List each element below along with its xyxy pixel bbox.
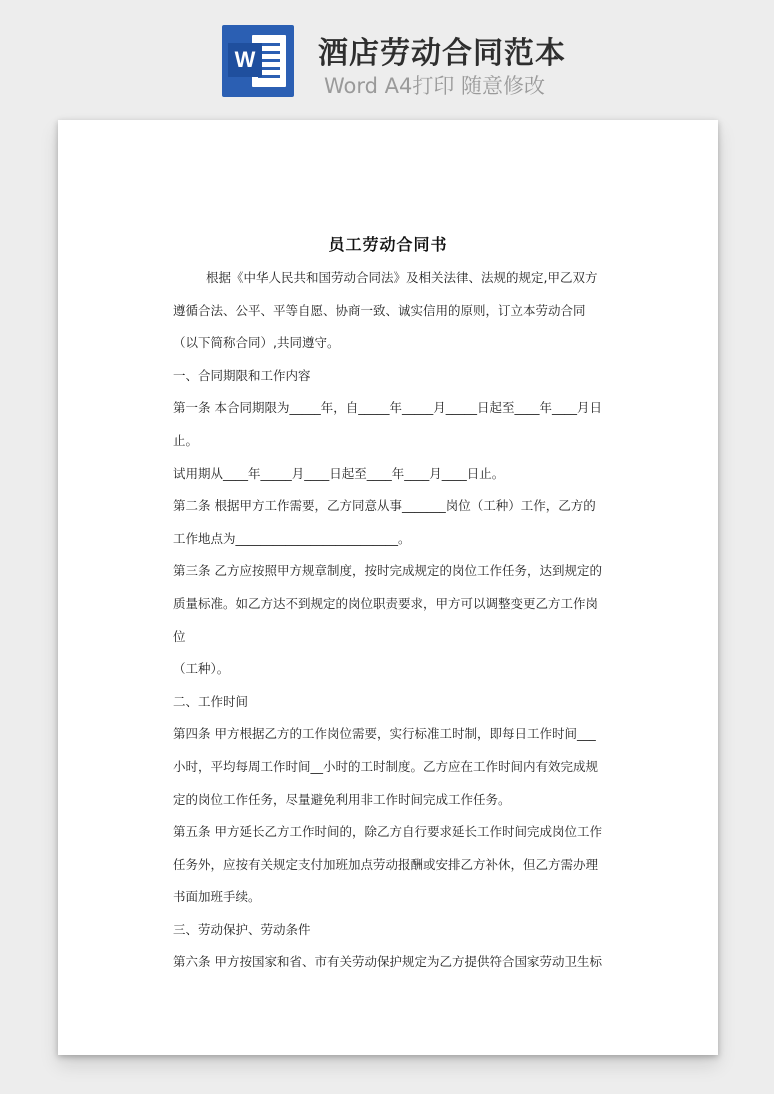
word-icon <box>222 25 294 97</box>
article-paragraph: 第三条 乙方应按照甲方规章制度，按时完成规定的岗位工作任务，达到规定的质量标准。如乙方达不到规定的岗位职责要求，甲方可以调整变更乙方工作岗位 <box>173 563 602 644</box>
document-body <box>173 262 603 979</box>
document-page <box>58 120 718 1055</box>
section-heading: 三、劳动保护、劳动条件 <box>173 921 311 937</box>
section-heading: 二、工作时间 <box>173 693 249 709</box>
section-heading: 一、合同期限和工作内容 <box>173 367 311 383</box>
article-paragraph: 第五条 甲方延长乙方工作时间的，除乙方自行要求延长工作时间完成岗位工作任务外，应按有关规定支付加班加点劳动报酬或安排乙方补休，但乙方需办理书面加班手续。 <box>173 824 602 905</box>
preamble-paragraph: 根据《中华人民共和国劳动合同法》及相关法律、法规的规定,甲乙双方遵循合法、公平、平等自愿、协商一致、诚实信用的原则，订立本劳动合同（以下简称合同）,共同遵守。 <box>173 270 598 351</box>
word-icon-letter: W <box>228 43 262 77</box>
article-paragraph: 试用期从____年_____月____日起至____年____月____日止。 <box>173 465 505 481</box>
article-paragraph: 第二条 根据甲方工作需要，乙方同意从事_______岗位（工种）工作，乙方的工作地点为__________________________。 <box>173 498 596 546</box>
page-header <box>0 0 774 110</box>
article-paragraph: 第一条 本合同期限为_____年，自_____年_____月_____日起至____年____月日止。 <box>173 400 602 448</box>
article-paragraph: 第四条 甲方根据乙方的工作岗位需要，实行标准工时制，即每日工作时间___小时，平均每周工作时间__小时的工时制度。乙方应在工作时间内有效完成规定的岗位工作任务，尽量避免利用非工作时间完成工作任务。 <box>173 726 599 807</box>
page-title: 酒店劳动合同范本 <box>318 36 566 71</box>
article-paragraph: （工种）。 <box>173 661 230 677</box>
document-title: 员工劳动合同书 <box>328 235 448 254</box>
article-paragraph: 第六条 甲方按国家和省、市有关劳动保护规定为乙方提供符合国家劳动卫生标 <box>173 954 602 970</box>
page-subtitle: Word A4打印 随意修改 <box>324 74 546 98</box>
